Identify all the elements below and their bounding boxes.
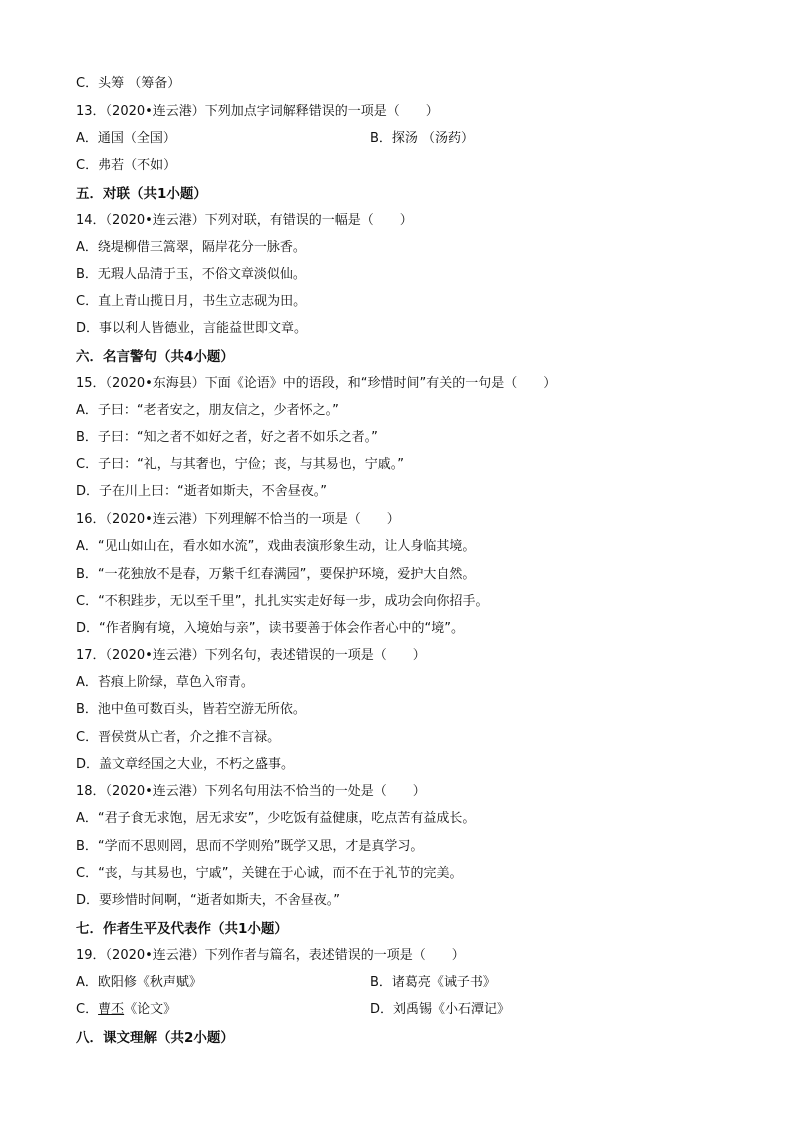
option-line: C．子曰：“礼，与其奢也，宁俭；丧，与其易也，宁戚。” xyxy=(76,457,405,472)
option-line: A．“见山如山在，看水如水流”，戏曲表演形象生动，让人身临其境。 xyxy=(76,539,476,554)
option-line: C．弗若（不如） xyxy=(76,158,177,173)
question-19: 19．（2020•连云港）下列作者与篇名，表述错误的一项是（ ） xyxy=(76,948,465,963)
option-line: C．直上青山揽日月，书生立志砚为田。 xyxy=(76,294,307,309)
option-line: C．头筹 （筹备） xyxy=(76,76,181,91)
option-line: A．子曰：“老者安之，朋友信之，少者怀之。” xyxy=(76,403,339,418)
option-line: B．无瑕人品清于玉，不俗文章淡似仙。 xyxy=(76,267,306,282)
section-heading: 八．课文理解（共2小题） xyxy=(76,1030,234,1046)
option-line: A．苔痕上阶绿，草色入帘青。 xyxy=(76,675,254,690)
option-line: A．“君子食无求饱，居无求安”，少吃饭有益健康，吃点苦有益成长。 xyxy=(76,811,476,826)
option-line: B．“一花独放不是春，万紫千红春满园”，要保护环境，爱护大自然。 xyxy=(76,567,476,582)
option-line: C．“丧，与其易也，宁戚”，关键在于心诚，而不在于礼节的完美。 xyxy=(76,866,463,881)
option-line: B．诸葛亮《诫子书》 xyxy=(370,975,496,990)
question-16: 16．（2020•连云港）下列理解不恰当的一项是（ ） xyxy=(76,512,400,527)
underlined-name: 曹丕 xyxy=(98,1002,125,1017)
option-line: A．通国（全国） xyxy=(76,131,176,146)
question-17: 17．（2020•连云港）下列名句，表述错误的一项是（ ） xyxy=(76,648,426,663)
option-line: C．晋侯赏从亡者，介之推不言禄。 xyxy=(76,730,281,745)
option-title: 《论文》 xyxy=(124,1002,177,1017)
question-15: 15．（2020•东海县）下面《论语》中的语段，和“珍惜时间”有关的一句是（ ） xyxy=(76,376,557,391)
option-prefix: C． xyxy=(76,1002,99,1017)
question-14: 14．（2020•连云港）下列对联，有错误的一幅是（ ） xyxy=(76,213,413,228)
section-heading: 七．作者生平及代表作（共1小题） xyxy=(76,921,288,937)
option-line: D．盖文章经国之大业，不朽之盛事。 xyxy=(76,757,295,772)
option-line: D．事以利人皆德业，言能益世即文章。 xyxy=(76,321,308,336)
option-line: D．要珍惜时间啊，“逝者如斯夫，不舍昼夜。” xyxy=(76,893,340,908)
option-line: B．“学而不思则罔，思而不学则殆”既学又思，才是真学习。 xyxy=(76,839,424,854)
option-line: B．池中鱼可数百头，皆若空游无所依。 xyxy=(76,702,306,717)
option-line: D．子在川上曰：“逝者如斯夫，不舍昼夜。” xyxy=(76,484,327,499)
option-line: B．探汤 （汤药） xyxy=(370,131,475,146)
question-13: 13．（2020•连云港）下列加点字词解释错误的一项是（ ） xyxy=(76,104,439,119)
section-heading: 六．名言警句（共4小题） xyxy=(76,349,234,365)
option-line: A．欧阳修《秋声赋》 xyxy=(76,975,202,990)
option-line: A．绕堤柳借三篙翠，隔岸花分一脉香。 xyxy=(76,240,306,255)
option-line xyxy=(76,1001,176,1019)
question-18: 18．（2020•连云港）下列名句用法不恰当的一处是（ ） xyxy=(76,784,426,799)
option-line: D．刘禹锡《小石潭记》 xyxy=(370,1002,511,1017)
section-heading: 五．对联（共1小题） xyxy=(76,186,207,202)
option-line: C．“不积跬步，无以至千里”，扎扎实实走好每一步，成功会向你招手。 xyxy=(76,594,489,609)
option-line: B．子曰：“知之者不如好之者，好之者不如乐之者。” xyxy=(76,430,378,445)
option-line: D．“作者胸有境，入境始与亲”，读书要善于体会作者心中的“境”。 xyxy=(76,621,464,636)
